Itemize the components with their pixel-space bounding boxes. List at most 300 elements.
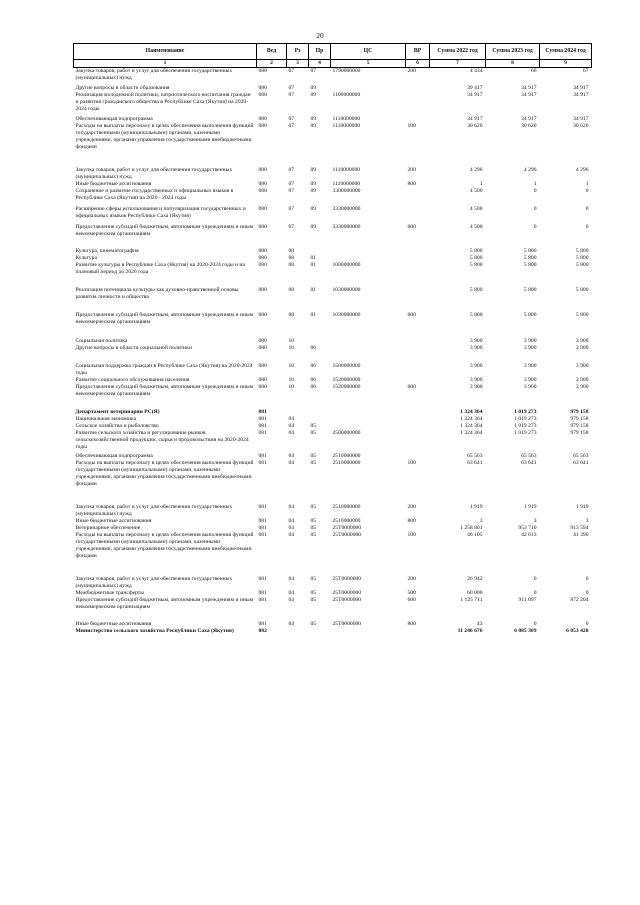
column-number: 9 (540, 60, 592, 68)
row-cs: 1500000000 (332, 363, 361, 369)
table-row (74, 113, 592, 123)
row-ved: 080 (258, 255, 267, 261)
row-vr: 600 (407, 384, 416, 390)
row-ved: 081 (258, 416, 267, 422)
row-sum-2022: 46 105 (467, 532, 483, 538)
row-sum-2023: 0 (533, 590, 537, 596)
table-row (74, 188, 592, 202)
row-sum-2023: 3 900 (523, 345, 537, 351)
row-sum-2024: 67 (582, 68, 589, 74)
row-name: Развитие сельского хозяйства и регулирование рынков сельскохозяйственной продукции, сырья и продовольствия на 2020-2024 годы (75, 430, 249, 450)
row-cs: 3330000000 (332, 224, 361, 230)
row-name: Реализация молодежной политики, патриотического воспитания граждан и развития гражданского общества в Республике Саха (Якутия) на 2020-2024 годы (75, 92, 251, 112)
row-ved: 081 (258, 430, 267, 436)
row-vr (406, 451, 430, 460)
row-sum-2024: 4 296 (575, 167, 589, 173)
row-sum-2024: 5 800 (575, 262, 589, 268)
row-vr (406, 352, 430, 377)
row-sum-2024: 979 158 (570, 416, 589, 422)
row-sum-2024: 979 158 (570, 430, 589, 436)
row-sum-2022: 34 917 (467, 116, 483, 122)
row-name: Предоставление субсидий бюджетным, автономным учреждениям и иным некоммерческим организациям (75, 597, 254, 610)
row-sum-2023: 6 085 309 (514, 628, 537, 634)
table-row (74, 301, 592, 326)
row-cs: 1100000000 (332, 92, 361, 98)
row-ved: 081 (258, 453, 267, 459)
row-sum-2023: 3 900 (523, 363, 537, 369)
row-sum-2023: 0 (533, 188, 537, 194)
row-cs: 25Т0000000 (332, 597, 362, 603)
row-sum-2023: 1 019 273 (514, 409, 537, 415)
row-vr: 500 (407, 590, 416, 596)
row-cs: 1030000000 (332, 312, 361, 318)
row-name: Социальная политика (75, 338, 128, 344)
row-ved: 081 (258, 409, 267, 415)
row-pr: 09 (310, 85, 317, 91)
row-name: Закупка товаров, работ и услуг для обеспечения государственных (муниципальных) нужд (75, 167, 233, 180)
row-sum-2023: 5 800 (523, 255, 537, 261)
row-vr (406, 377, 430, 384)
table-row (74, 262, 592, 276)
row-name: Иные бюджетные ассигнования (75, 518, 152, 524)
column-number: 7 (430, 60, 486, 68)
row-sum-2024: 5 800 (575, 255, 589, 261)
row-vr (406, 345, 430, 352)
column-number: 1 (74, 60, 257, 68)
row-pr: 06 (310, 363, 317, 369)
row-rz: 07 (288, 181, 295, 187)
table-row (74, 68, 592, 83)
row-pr: 01 (310, 287, 317, 293)
row-vr: 200 (407, 167, 416, 173)
row-sum-2023: 1 019 273 (514, 430, 537, 436)
column-number: 4 (309, 60, 331, 68)
header-name: Наименование (74, 44, 257, 60)
row-sum-2022: 39 417 (467, 85, 483, 91)
table-row (74, 202, 592, 220)
row-sum-2024: 3 (585, 518, 589, 524)
row-cs: 1110000000 (332, 123, 361, 129)
row-sum-2022: 26 942 (467, 576, 483, 582)
row-cs: 1520000000 (332, 384, 361, 390)
row-sum-2024: 0 (585, 188, 589, 194)
row-cs: 2510000000 (332, 453, 361, 459)
row-vr: 600 (407, 312, 416, 318)
header-cs: ЦС (331, 44, 406, 60)
row-ved: 080 (258, 68, 267, 74)
row-name: Обеспечивающая подпрограмма (75, 116, 153, 122)
table-row (74, 345, 592, 352)
row-pr: 05 (310, 460, 317, 466)
row-sum-2023: 3 900 (523, 377, 537, 383)
row-vr: 800 (407, 621, 416, 627)
row-ved: 081 (258, 423, 267, 429)
row-cs (331, 255, 406, 262)
row-cs (331, 398, 406, 416)
row-name: Развитие социального обслуживания населения (75, 377, 190, 383)
table-row (74, 423, 592, 430)
table-row (74, 326, 592, 345)
row-pr (309, 416, 331, 423)
table-row (74, 460, 592, 488)
row-pr: 05 (310, 504, 317, 510)
row-cs: 25Т0000000 (332, 532, 362, 538)
row-rz: 04 (288, 518, 295, 524)
row-vr (406, 113, 430, 123)
row-sum-2023: 911 097 (518, 597, 537, 603)
table-row (74, 525, 592, 532)
row-rz: 07 (288, 167, 295, 173)
row-pr: 05 (310, 518, 317, 524)
row-name: Министерство сельского хозяйства Республики Саха (Якутия) (75, 628, 234, 634)
row-name: Культура, кинематография (75, 248, 139, 254)
row-sum-2024: 41 390 (573, 532, 589, 538)
row-rz: 08 (288, 255, 295, 261)
row-rz: 04 (288, 621, 295, 627)
row-sum-2024: 872 204 (570, 597, 589, 603)
row-rz (287, 628, 309, 635)
row-sum-2022: 5 800 (469, 255, 483, 261)
row-ved: 080 (258, 123, 267, 129)
row-ved: 082 (258, 628, 267, 634)
row-sum-2024: 3 900 (575, 338, 589, 344)
row-sum-2023: 42 613 (521, 532, 537, 538)
row-name: Закупка товаров, работ и услуг для обеспечения государственных (муниципальных) нужд (75, 576, 233, 589)
row-pr: 05 (310, 532, 317, 538)
row-sum-2023: 1 919 (523, 504, 537, 510)
row-sum-2023: 5 800 (523, 287, 537, 293)
row-sum-2023: 34 917 (521, 92, 537, 98)
row-sum-2024: 0 (585, 206, 589, 212)
row-rz: 10 (288, 345, 295, 351)
row-ved: 080 (258, 262, 267, 268)
table-row (74, 398, 592, 416)
row-pr: 05 (310, 430, 317, 436)
table-row (74, 451, 592, 460)
row-pr: 01 (310, 262, 317, 268)
row-sum-2022: 3 900 (469, 345, 483, 351)
row-sum-2022: 60 000 (467, 590, 483, 596)
row-pr: 09 (310, 92, 317, 98)
row-pr: 06 (310, 384, 317, 390)
table-row (74, 151, 592, 181)
row-sum-2022: 1 125 711 (460, 597, 483, 603)
row-ved: 080 (258, 116, 267, 122)
row-sum-2024: 65 563 (573, 453, 589, 459)
row-pr: 09 (310, 181, 317, 187)
row-name: Обеспечивающая подпрограмма (75, 453, 153, 459)
row-cs: 3330000000 (332, 206, 361, 212)
table-row (74, 628, 592, 635)
row-name: Ветеринарное обеспечение (75, 525, 141, 531)
row-sum-2022: 30 620 (467, 123, 483, 129)
row-name: Расходы на выплаты персоналу в целях обеспечения выполнения функций государственными (муниципальными) органами, казенными учреждениями, органами управления государственными внебюджетными фондами (75, 532, 254, 559)
row-cs: 2510000000 (332, 518, 361, 524)
header-vr: ВР (406, 44, 430, 60)
row-cs: 1790000000 (332, 68, 361, 74)
row-cs: 2500000000 (332, 430, 361, 436)
row-name: Закупка товаров, работ и услуг для обеспечения государственных (муниципальных) нужд (75, 68, 233, 81)
table-row (74, 611, 592, 628)
row-sum-2024: 3 900 (575, 377, 589, 383)
row-ved: 080 (258, 92, 267, 98)
header-pr: Пр (309, 44, 331, 60)
row-pr: 01 (310, 312, 317, 318)
row-sum-2023: 0 (533, 206, 537, 212)
column-number: 8 (486, 60, 540, 68)
row-name: Расходы на выплаты персоналу в целях обеспечения выполнения функций государственными (муниципальными) органами, казенными учреждениями, органами управления государственными внебюджетными фондами (75, 460, 254, 487)
row-cs (331, 416, 406, 423)
row-sum-2022: 1 324 364 (460, 423, 483, 429)
row-vr: 200 (407, 576, 416, 582)
row-pr (309, 326, 331, 345)
row-vr: 800 (407, 518, 416, 524)
row-vr: 100 (407, 123, 416, 129)
row-sum-2023: 1 019 273 (514, 416, 537, 422)
row-name: Иные бюджетные ассигнования (75, 181, 152, 187)
row-ved: 080 (258, 181, 267, 187)
row-ved: 080 (258, 312, 267, 318)
row-cs: 25Т0000000 (332, 621, 362, 627)
row-rz: 08 (288, 262, 295, 268)
row-pr: 05 (310, 597, 317, 603)
budget-table (73, 43, 592, 635)
row-name: Сельское хозяйство и рыболовство (75, 423, 159, 429)
row-rz: 10 (288, 363, 295, 369)
row-pr: 09 (310, 167, 317, 173)
row-ved: 080 (258, 345, 267, 351)
row-sum-2022: 1 (479, 181, 483, 187)
table-body (74, 68, 592, 636)
row-rz: 07 (288, 123, 295, 129)
row-sum-2022: 1 324 364 (460, 430, 483, 436)
row-sum-2023: 66 (530, 68, 537, 74)
row-pr (309, 238, 331, 255)
row-pr (309, 628, 331, 635)
row-name: Культура (75, 255, 97, 261)
row-cs: 25Т0000000 (332, 590, 362, 596)
row-pr: 05 (310, 621, 317, 627)
row-vr (406, 92, 430, 113)
table-row (74, 92, 592, 113)
row-pr: 06 (310, 345, 317, 351)
row-sum-2024: 5 800 (575, 287, 589, 293)
row-rz: 04 (288, 576, 295, 582)
row-ved: 080 (258, 188, 267, 194)
column-number: 5 (331, 60, 406, 68)
row-rz: 04 (288, 525, 295, 531)
row-name: Департамент ветеринарии РС(Я) (75, 409, 160, 415)
row-sum-2024: 1 919 (575, 504, 589, 510)
table-row (74, 384, 592, 398)
row-sum-2022: 34 917 (467, 92, 483, 98)
row-sum-2022: 63 641 (467, 460, 483, 466)
row-sum-2022: 3 900 (469, 384, 483, 390)
row-pr (309, 398, 331, 416)
column-number: 2 (257, 60, 287, 68)
row-cs: 1110000000 (332, 167, 361, 173)
row-sum-2024: 0 (585, 576, 589, 582)
row-cs: 1030000000 (332, 287, 361, 293)
row-sum-2024: 63 641 (573, 460, 589, 466)
row-sum-2024: 1 (585, 181, 589, 187)
row-sum-2024: 3 900 (575, 345, 589, 351)
row-cs: 2510000000 (332, 504, 361, 510)
header-row (74, 44, 592, 60)
row-ved: 080 (258, 167, 267, 173)
row-cs: 25Т0000000 (332, 576, 362, 582)
row-vr: 200 (407, 68, 416, 74)
row-vr (406, 262, 430, 276)
header-rz: Рз (287, 44, 309, 60)
row-sum-2022: 4 296 (469, 167, 483, 173)
row-sum-2024: 34 917 (573, 92, 589, 98)
row-rz: 04 (288, 430, 295, 436)
row-vr (406, 430, 430, 451)
row-sum-2022: 5 800 (469, 262, 483, 268)
row-name: Расходы на выплаты персоналу в целях обеспечения выполнения функций государственными (муниципальными) органами, казенными учреждениями, органами управления государственными внебюджетными фондами (75, 123, 254, 150)
row-sum-2023: 65 563 (521, 453, 537, 459)
row-pr: 09 (310, 224, 317, 230)
row-vr (406, 255, 430, 262)
row-sum-2024: 5 800 (575, 248, 589, 254)
row-cs (331, 82, 406, 92)
header-ved: Вед (257, 44, 287, 60)
row-rz (287, 398, 309, 416)
row-rz: 08 (288, 248, 295, 254)
row-ved: 081 (258, 590, 267, 596)
row-cs: 25Т0000000 (332, 525, 362, 531)
row-sum-2023: 3 (533, 518, 537, 524)
row-sum-2023: 63 641 (521, 460, 537, 466)
row-vr (406, 188, 430, 202)
row-sum-2022: 43 (476, 621, 483, 627)
page-number: 20 (316, 31, 324, 40)
row-vr: 100 (407, 460, 416, 466)
row-name: Предоставление субсидий бюджетным, автономным учреждениям и иным некоммерческим организациям (75, 312, 254, 325)
row-cs: 1000000000 (332, 262, 361, 268)
row-rz: 04 (288, 597, 295, 603)
row-rz: 04 (288, 423, 295, 429)
row-cs (331, 423, 406, 430)
row-pr: 06 (310, 377, 317, 383)
row-sum-2023: 4 296 (523, 167, 537, 173)
row-cs: 1110000000 (332, 116, 361, 122)
row-rz: 07 (288, 92, 295, 98)
row-sum-2023: 1 (533, 181, 537, 187)
row-sum-2022: 4 500 (469, 188, 483, 194)
row-ved: 081 (258, 532, 267, 538)
row-vr (406, 628, 430, 635)
table-row (74, 532, 592, 560)
row-ved: 081 (258, 518, 267, 524)
row-sum-2024: 34 917 (573, 85, 589, 91)
row-sum-2023: 34 917 (521, 85, 537, 91)
row-sum-2022: 1 324 364 (460, 409, 483, 415)
row-sum-2023: 34 917 (521, 116, 537, 122)
row-rz: 04 (288, 453, 295, 459)
row-cs: 3300000000 (332, 188, 361, 194)
header-sum-2022: Сумма 2022 год (430, 44, 486, 60)
row-rz: 10 (288, 377, 295, 383)
row-sum-2022: 1 258 801 (460, 525, 483, 531)
table-row (74, 123, 592, 151)
row-sum-2022: 3 (479, 518, 483, 524)
row-pr: 05 (310, 590, 317, 596)
table-row (74, 220, 592, 238)
row-ved: 081 (258, 597, 267, 603)
row-sum-2023: 0 (533, 576, 537, 582)
row-rz: 07 (288, 85, 295, 91)
row-sum-2022: 5 800 (469, 248, 483, 254)
row-ved: 080 (258, 224, 267, 230)
table-row (74, 518, 592, 525)
row-name: Развитие культуры в Республике Саха (Якутия) на 2020-2024 годы и на плановый период до 2026 года (75, 262, 245, 275)
row-cs: 1110000000 (332, 181, 361, 187)
table-row (74, 377, 592, 384)
row-ved: 080 (258, 384, 267, 390)
row-rz: 08 (288, 287, 295, 293)
row-cs (331, 628, 406, 635)
row-sum-2023: 3 900 (523, 338, 537, 344)
row-sum-2022: 4 434 (469, 68, 483, 74)
row-rz: 07 (288, 188, 295, 194)
table-row (74, 416, 592, 423)
row-sum-2023: 953 710 (518, 525, 537, 531)
row-rz: 04 (288, 532, 295, 538)
row-sum-2024: 979 158 (570, 409, 589, 415)
column-number-row (74, 60, 592, 68)
row-name: Иные бюджетные ассигнования (75, 621, 152, 627)
row-sum-2024: 3 900 (575, 384, 589, 390)
row-name: Расширение сферы использования и популяризация государственных и официальных языков Республики Саха (Якутия) (75, 206, 246, 219)
row-name: Закупка товаров, работ и услуг для обеспечения государственных (муниципальных) нужд (75, 504, 233, 517)
row-name: Реализация потенциала культуры как духовно-нравственной основы развития личности и общества (75, 287, 239, 300)
row-name: Национальная экономика (75, 416, 137, 422)
row-ved: 080 (258, 206, 267, 212)
row-sum-2022: 11 246 676 (457, 628, 483, 634)
column-number: 6 (406, 60, 430, 68)
row-sum-2024: 913 594 (570, 525, 589, 531)
row-rz: 10 (288, 384, 295, 390)
row-sum-2022: 5 800 (469, 287, 483, 293)
row-vr: 600 (407, 597, 416, 603)
row-vr (406, 525, 430, 532)
row-sum-2023: 5 800 (523, 312, 537, 318)
column-number: 3 (287, 60, 309, 68)
row-sum-2024: 6 053 428 (566, 628, 589, 634)
row-cs (331, 345, 406, 352)
table-row (74, 255, 592, 262)
row-pr: 05 (310, 423, 317, 429)
row-sum-2023: 5 800 (523, 262, 537, 268)
header-sum-2023: Сумма 2023 год (486, 44, 540, 60)
budget-table-container (73, 43, 591, 635)
row-vr (406, 82, 430, 92)
row-vr (406, 398, 430, 416)
row-ved: 080 (258, 287, 267, 293)
row-sum-2022: 4 500 (469, 206, 483, 212)
row-rz: 04 (288, 460, 295, 466)
row-sum-2022: 65 563 (467, 453, 483, 459)
row-vr (406, 326, 430, 345)
row-pr: 09 (310, 116, 317, 122)
row-sum-2024: 5 800 (575, 312, 589, 318)
table-row (74, 82, 592, 92)
row-pr: 01 (310, 255, 317, 261)
row-ved: 081 (258, 576, 267, 582)
row-vr (406, 276, 430, 301)
